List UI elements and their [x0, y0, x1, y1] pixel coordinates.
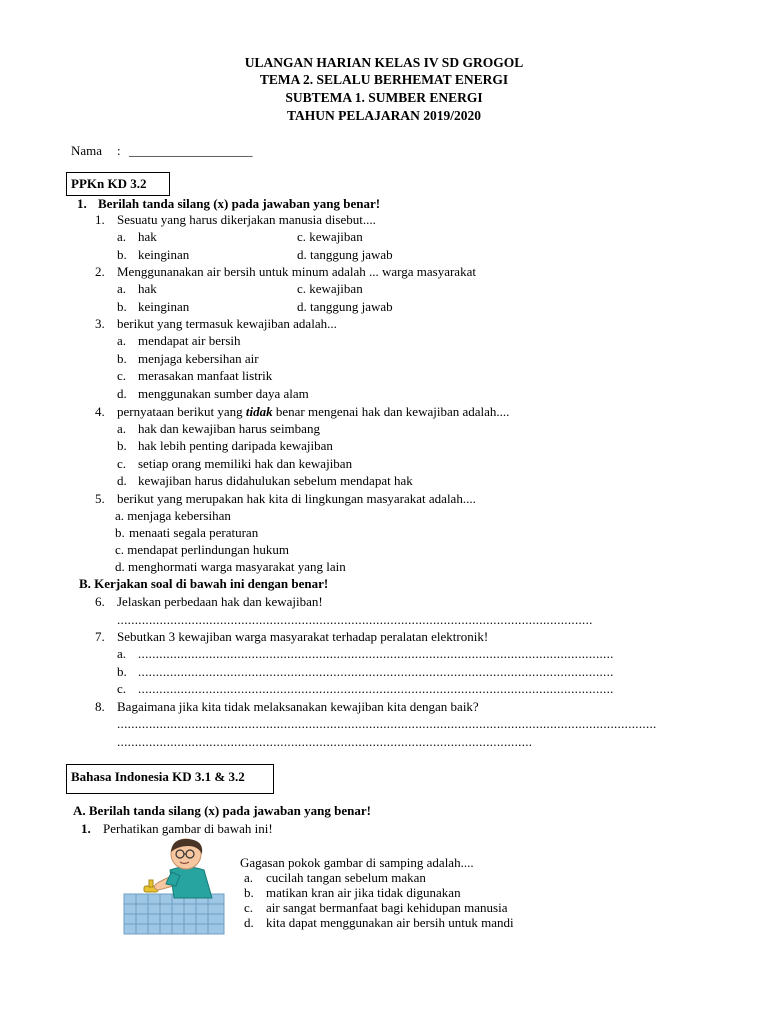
ppkn-part-a-number: 1.: [77, 196, 87, 211]
header-line-2: TEMA 2. SELALU BERHEMAT ENERGI: [259, 72, 509, 87]
option-letter[interactable]: a.: [117, 333, 127, 348]
answer-line[interactable]: ......................................................................................................................................: [138, 646, 614, 661]
essay-number: 6.: [95, 594, 105, 609]
option-text: menjaga kebersihan air: [138, 351, 259, 366]
option-text: air sangat bermanfaat bagi kehidupan manusia: [266, 900, 508, 915]
option-letter[interactable]: c.: [117, 368, 127, 383]
question-text: berikut yang merupakan hak kita di lingkungan masyarakat adalah....: [117, 491, 476, 506]
option-letter[interactable]: b.: [117, 351, 127, 366]
bindo-question-text: Perhatikan gambar di bawah ini!: [103, 821, 273, 836]
option-letter[interactable]: c.: [244, 900, 254, 915]
essay-question-text: Jelaskan perbedaan hak dan kewajiban!: [117, 594, 323, 609]
option-text: merasakan manfaat listrik: [138, 368, 273, 383]
option-letter[interactable]: b.: [244, 885, 254, 900]
option-letter[interactable]: a.: [117, 281, 127, 296]
option-text: menaati segala peraturan: [129, 525, 259, 540]
question-text: berikut yang termasuk kewajiban adalah...: [117, 316, 337, 331]
option-letter[interactable]: b.: [117, 438, 127, 453]
bindo-part-a-heading: A. Berilah tanda silang (x) pada jawaban yang benar!: [73, 803, 371, 818]
option-letter[interactable]: b.: [117, 299, 127, 314]
option-letter[interactable]: b.: [117, 247, 127, 262]
question-text: [117, 404, 509, 420]
option-text: kita dapat menggunakan air bersih untuk mandi: [266, 915, 514, 930]
option-letter[interactable]: a.: [244, 870, 254, 885]
option-text: keinginan: [138, 299, 190, 314]
answer-letter: b.: [117, 664, 127, 679]
essay-number: 8.: [95, 699, 105, 714]
boy-turning-off-faucet-illustration: [122, 836, 232, 936]
question-number: 1.: [95, 212, 105, 227]
name-colon: :: [117, 143, 121, 158]
option-text: hak: [138, 281, 157, 296]
answer-line[interactable]: ......................................................................................................................................: [117, 612, 593, 627]
question-number: 3.: [95, 316, 105, 331]
option-text: keinginan: [138, 247, 190, 262]
name-label: Nama: [71, 143, 103, 158]
bindo-question-prompt: Gagasan pokok gambar di samping adalah....: [240, 855, 474, 870]
ppkn-section-box: PPKn KD 3.2: [66, 172, 170, 196]
option-letter[interactable]: b.: [115, 525, 125, 540]
option-text[interactable]: c. mendapat perlindungan hukum: [115, 542, 290, 557]
bindo-section-box: Bahasa Indonesia KD 3.1 & 3.2: [66, 764, 274, 794]
question-text: Sesuatu yang harus dikerjakan manusia disebut....: [117, 212, 376, 227]
answer-line[interactable]: ......................................................................................................................................: [138, 664, 614, 679]
essay-question-text: Sebutkan 3 kewajiban warga masyarakat terhadap peralatan elektronik!: [117, 629, 489, 644]
option-text[interactable]: c. kewajiban: [297, 229, 363, 244]
option-text[interactable]: d. tanggung jawab: [297, 247, 393, 262]
header-line-3: SUBTEMA 1. SUMBER ENERGI: [285, 90, 483, 105]
option-letter[interactable]: c.: [117, 456, 127, 471]
question-text-part: benar mengenai hak dan kewajiban adalah....: [272, 404, 510, 419]
ppkn-part-b-heading: B. Kerjakan soal di bawah ini dengan benar!: [79, 576, 329, 591]
option-text: hak dan kewajiban harus seimbang: [138, 421, 320, 436]
header-line-1: ULANGAN HARIAN KELAS IV SD GROGOL: [244, 55, 524, 70]
option-letter[interactable]: a.: [117, 421, 127, 436]
option-text: mendapat air bersih: [138, 333, 241, 348]
question-number: 5.: [95, 491, 105, 506]
option-text[interactable]: a. menjaga kebersihan: [115, 508, 231, 523]
option-letter[interactable]: d.: [117, 386, 127, 401]
answer-letter: a.: [117, 646, 127, 661]
question-number: 2.: [95, 264, 105, 279]
essay-question-text: Bagaimana jika kita tidak melaksanakan kewajiban kita dengan baik?: [117, 699, 479, 714]
question-text-part: pernyataan berikut yang: [117, 404, 246, 419]
option-text[interactable]: d. tanggung jawab: [297, 299, 393, 314]
option-text: kewajiban harus didahulukan sebelum mendapat hak: [138, 473, 413, 488]
essay-number: 7.: [95, 629, 105, 644]
option-text: menggunakan sumber daya alam: [138, 386, 309, 401]
option-text: setiap orang memiliki hak dan kewajiban: [138, 456, 353, 471]
ppkn-part-a-heading: Berilah tanda silang (x) pada jawaban yang benar!: [98, 196, 381, 211]
option-text[interactable]: c. kewajiban: [297, 281, 363, 296]
answer-line[interactable]: ........................................................................................................................................................: [117, 716, 657, 731]
question-number: 4.: [95, 404, 105, 419]
option-text[interactable]: d. menghormati warga masyarakat yang lain: [115, 559, 346, 574]
question-text: Menggunanakan air bersih untuk minum adalah ... warga masyarakat: [117, 264, 476, 279]
option-text: cucilah tangan sebelum makan: [266, 870, 426, 885]
answer-line[interactable]: .....................................................................................................................: [117, 734, 533, 749]
option-text: matikan kran air jika tidak digunakan: [266, 885, 461, 900]
option-text: hak: [138, 229, 157, 244]
option-text: hak lebih penting daripada kewajiban: [138, 438, 333, 453]
name-blank[interactable]: ___________________: [129, 143, 253, 158]
answer-line[interactable]: ......................................................................................................................................: [138, 681, 614, 696]
option-letter[interactable]: d.: [117, 473, 127, 488]
header-line-4: TAHUN PELAJARAN 2019/2020: [286, 108, 481, 123]
bindo-question-number: 1.: [81, 821, 91, 836]
emphasis-word: tidak: [245, 404, 273, 419]
answer-letter: c.: [117, 681, 127, 696]
option-letter[interactable]: a.: [117, 229, 127, 244]
option-letter[interactable]: d.: [244, 915, 254, 930]
